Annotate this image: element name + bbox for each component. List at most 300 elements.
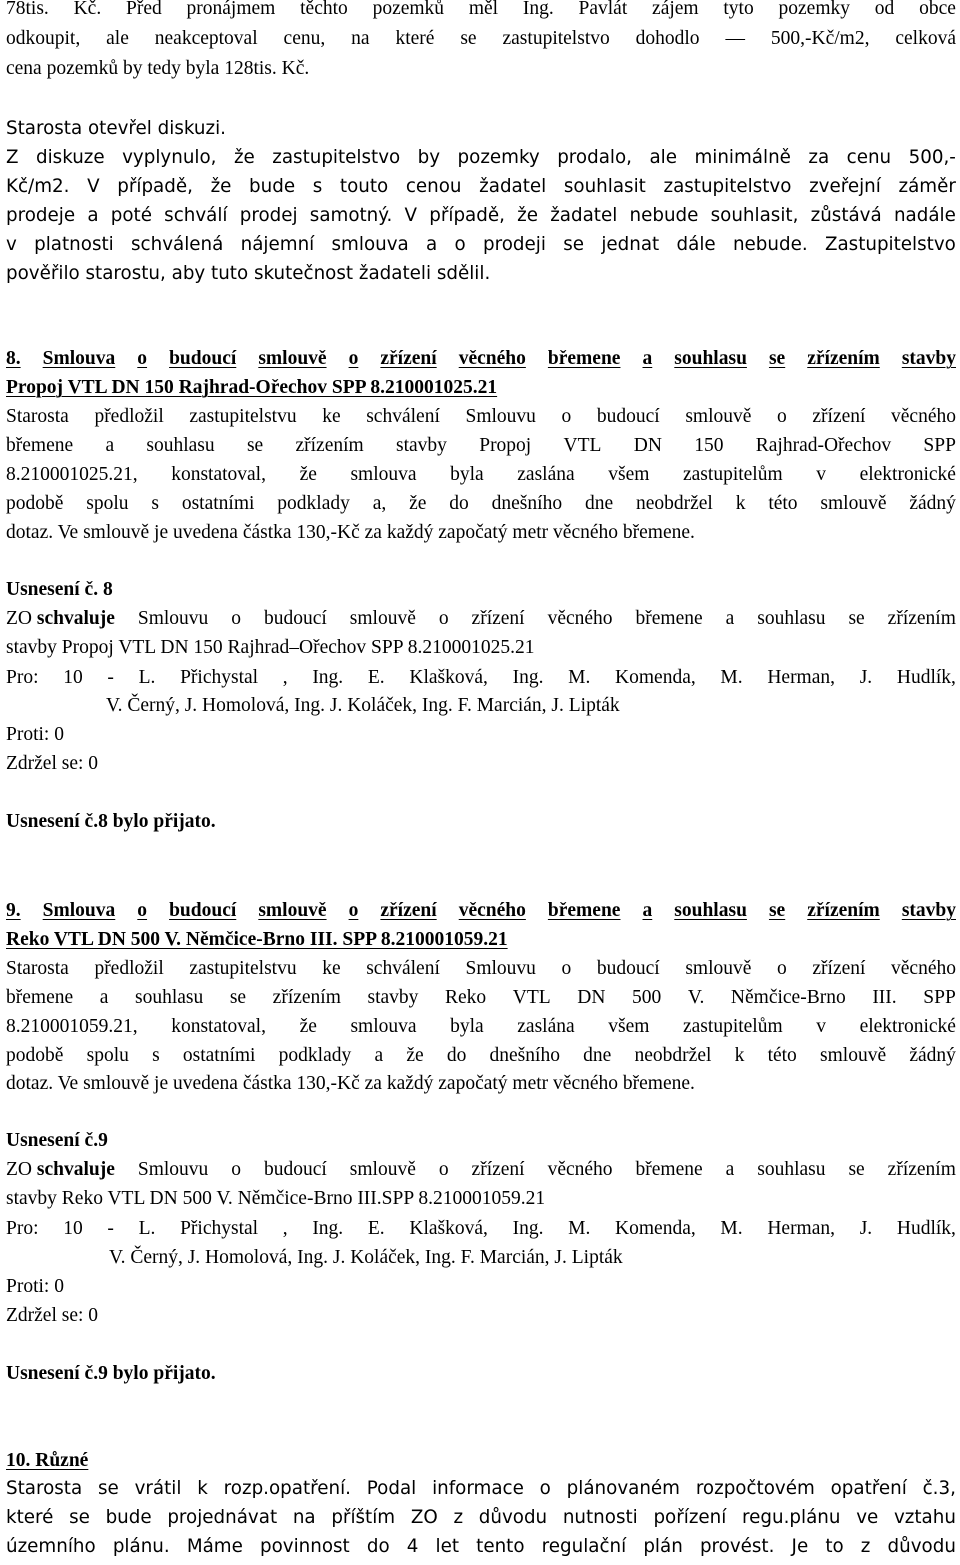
word: a [87, 205, 99, 226]
word: Je [791, 1536, 809, 1557]
word: provést. [699, 1536, 775, 1557]
item8-resolution-verb: schvaluje [36, 608, 115, 629]
word: žádný [909, 1045, 956, 1066]
word: projednávat [167, 1507, 278, 1528]
word: zájem [652, 0, 699, 19]
item9-heading-line-1 [6, 896, 956, 926]
item9-resolution-verb: schvaluje [36, 1159, 115, 1180]
word: všem [608, 1016, 650, 1037]
word: 500 [632, 987, 662, 1008]
item9-resolution-prefix: ZO [6, 1159, 32, 1180]
item9-vote-zdrzel: Zdržel se: 0 [6, 1305, 99, 1326]
word: zaslána [517, 464, 575, 485]
word: budoucí [263, 608, 327, 629]
word: zastupitelstvo [663, 176, 792, 197]
word: cenu, [283, 28, 326, 49]
word: vrátil [134, 1478, 182, 1499]
word: smlouva [350, 1016, 417, 1037]
item9-result: Usnesení č.9 bylo přijato. [6, 1363, 216, 1384]
item9-resolution-line-2: stavby Reko VTL DN 500 V. Němčice-Brno III.SPP 8.210001059.21 [6, 1188, 546, 1209]
word: Máme [186, 1536, 243, 1557]
item8-body-line-1 [6, 402, 956, 432]
word: žádný [909, 493, 956, 514]
word: se [768, 900, 786, 921]
item8-resolution-title: Usnesení č. 8 [6, 579, 113, 600]
word: Ing. [512, 667, 544, 688]
word: zřízení [812, 958, 866, 979]
word: Pro: [6, 667, 39, 688]
word: této [768, 493, 798, 514]
item10-heading: 10. Různé [6, 1450, 89, 1471]
word: břemene [6, 987, 74, 1008]
word: , [282, 667, 288, 688]
word: o [348, 900, 359, 921]
word: schválí [164, 205, 228, 226]
item8-body-line-2 [6, 431, 956, 461]
word: rozp.opatření. [223, 1478, 351, 1499]
word: Herman, [767, 1218, 836, 1239]
word: smlouvě [685, 958, 752, 979]
word: Starosta [6, 406, 69, 427]
intro-line-2 [6, 24, 956, 54]
word: břemene [547, 348, 621, 369]
word: ke [322, 958, 341, 979]
item10-line-3 [6, 1532, 956, 1562]
word: do [446, 1045, 467, 1066]
word: podklady [277, 493, 350, 514]
word: břemene [635, 1159, 703, 1180]
word: 8. [6, 348, 21, 369]
item8-vote-pro-line-2: V. Černý, J. Homolová, Ing. J. Koláček, Ing. F. Marcián, J. Lipták [106, 695, 620, 716]
word: zastupitelům [683, 1016, 783, 1037]
word: V. [687, 987, 705, 1008]
word: se [848, 1159, 865, 1180]
item10-line-2 [6, 1503, 956, 1533]
word: případě, [429, 205, 505, 226]
word: plánovaném [566, 1478, 680, 1499]
word: že [210, 176, 232, 197]
word: minimálně [694, 147, 791, 168]
word: zastupitelům [683, 464, 783, 485]
word: M. [568, 667, 591, 688]
word: s [151, 493, 159, 514]
word: E. [367, 667, 385, 688]
word: M. [568, 1218, 591, 1239]
word: smlouvě [258, 900, 327, 921]
word: L. [138, 1218, 156, 1239]
word: o [231, 608, 241, 629]
word: plán [643, 1536, 683, 1557]
word: 9. [6, 900, 21, 921]
word: do [449, 493, 469, 514]
word: na [292, 1507, 316, 1528]
word: a [725, 1159, 735, 1180]
word: DN [577, 987, 606, 1008]
word: Komenda, [615, 1218, 696, 1239]
word: příštím [331, 1507, 396, 1528]
word: ale [106, 28, 129, 49]
word: že [299, 1016, 317, 1037]
word: o [777, 958, 787, 979]
word: zaslána [517, 1016, 575, 1037]
word: Smlouva [42, 348, 116, 369]
word: SPP [923, 435, 956, 456]
discussion-line-4 [6, 230, 956, 260]
discussion-opening: Starosta otevřel diskuzi. [6, 118, 226, 139]
word: č.3, [922, 1478, 956, 1499]
word: věcného [891, 958, 956, 979]
word: 10 [63, 667, 83, 688]
word: J. [859, 1218, 873, 1239]
word: věcného [547, 1159, 613, 1180]
word: neobdržel [634, 1045, 712, 1066]
word: stavby [396, 435, 447, 456]
word: k [735, 493, 746, 514]
word: smlouvě [349, 608, 416, 629]
word: bude [249, 176, 296, 197]
word: schválení [366, 958, 440, 979]
word: Hudlík, [896, 1218, 956, 1239]
word: E. [367, 1218, 385, 1239]
word: Zastupitelstvo [824, 234, 956, 255]
word: byla [450, 464, 484, 485]
word: zřízení [380, 348, 437, 369]
word: se [460, 28, 477, 49]
word: budoucí [596, 958, 660, 979]
word: v [816, 1016, 826, 1037]
item9-heading-line-2: Reko VTL DN 500 V. Němčice-Brno III. SPP 8.210001059.21 [6, 929, 508, 950]
word: Starosta [6, 1478, 83, 1499]
word: zřízením [807, 348, 880, 369]
word: opatření [830, 1478, 907, 1499]
word: pozemků [372, 0, 445, 19]
word: SPP [923, 987, 956, 1008]
word: Z [6, 147, 19, 168]
word: k [734, 1045, 745, 1066]
word: že [406, 1045, 424, 1066]
item8-resolution-line-2: stavby Propoj VTL DN 150 Rajhrad–Ořechov SPP 8.210001025.21 [6, 637, 535, 658]
word: regulační [541, 1536, 627, 1557]
word: o [231, 1159, 241, 1180]
word: Ing. [522, 0, 554, 19]
word: , [282, 1218, 288, 1239]
discussion-line-1 [6, 143, 956, 173]
word: budoucí [169, 348, 237, 369]
word: žadatel [550, 205, 618, 226]
word: V [87, 176, 100, 197]
word: informace [432, 1478, 524, 1499]
word: smlouvě [685, 406, 752, 427]
word: o [137, 348, 148, 369]
word: povinnost [259, 1536, 350, 1557]
word: věcného [458, 348, 526, 369]
word: smlouvě [820, 493, 887, 514]
word: ke [322, 406, 341, 427]
word: smlouvě [258, 348, 327, 369]
word: zůstává [810, 205, 882, 226]
word: obce [919, 0, 956, 19]
word: konstatoval, [171, 464, 266, 485]
word: Ing. [312, 1218, 344, 1239]
word: na [351, 28, 370, 49]
word: těchto [300, 0, 348, 19]
word: dohodlo [635, 28, 700, 49]
item8-heading-line-2: Propoj VTL DN 150 Rajhrad-Ořechov SPP 8.210001025.21 [6, 377, 498, 398]
word: Pavlát [578, 0, 628, 19]
word: Smlouvu [465, 958, 536, 979]
word: s [312, 176, 323, 197]
word: nebude [629, 205, 699, 226]
word: 10 [63, 1218, 83, 1239]
word: souhlasit [563, 176, 646, 197]
item9-resolution-title: Usnesení č.9 [6, 1130, 108, 1151]
word: nadále [893, 205, 956, 226]
word: za [808, 147, 830, 168]
word: 500,- [908, 147, 956, 168]
word: pozemky [457, 147, 540, 168]
word: schválení [366, 406, 440, 427]
word: bude [105, 1507, 152, 1528]
word: souhlasu [134, 987, 204, 1008]
word: které [6, 1507, 54, 1528]
word: a [105, 435, 115, 456]
word: Smlouva [42, 900, 116, 921]
word: 500,-Kč/m2, [770, 28, 870, 49]
word: o [561, 406, 572, 427]
word: Komenda, [615, 667, 696, 688]
word: byla [450, 1016, 484, 1037]
item8-heading-line-1 [6, 344, 956, 374]
word: Rajhrad-Ořechov [755, 435, 892, 456]
word: které [395, 28, 435, 49]
word: a, [372, 493, 387, 514]
word: budoucí [169, 900, 237, 921]
word: 4 [406, 1536, 419, 1557]
word: 78tis. [6, 0, 49, 19]
word: zřízením [887, 608, 956, 629]
word: Klašková, [409, 667, 488, 688]
word: Smlouvu [465, 406, 536, 427]
item8-body-line-5: dotaz. Ve smlouvě je uvedena částka 130,-Kč za každý započatý metr věcného břemene. [6, 522, 695, 543]
word: poté [110, 205, 152, 226]
word: III. [872, 987, 897, 1008]
word: že [517, 205, 538, 226]
word: zřízením [295, 435, 364, 456]
word: stavby [901, 900, 956, 921]
word: zřízení [380, 900, 437, 921]
word: všem [608, 464, 650, 485]
word: Klašková, [409, 1218, 488, 1239]
word: Ing. [512, 1218, 544, 1239]
word: cenou [405, 176, 462, 197]
word: zastupitelstvo [272, 147, 401, 168]
word: z [860, 1536, 871, 1557]
word: a [642, 900, 653, 921]
item9-resolution-line-1 [6, 1155, 956, 1185]
word: konstatoval, [171, 1016, 266, 1037]
word: Starosta [6, 958, 69, 979]
word: jednat [601, 234, 660, 255]
word: a [725, 608, 735, 629]
word: do [366, 1536, 390, 1557]
word: podobě [6, 493, 64, 514]
word: dne [584, 493, 614, 514]
word: smlouva [350, 464, 417, 485]
word: nebude. [732, 234, 808, 255]
word: tyto [723, 0, 754, 19]
word: DN [633, 435, 662, 456]
word: že [299, 464, 317, 485]
word: z [453, 1507, 464, 1528]
word: důvodu [478, 1507, 548, 1528]
word: let [435, 1536, 460, 1557]
word: záměr [898, 176, 956, 197]
word: cenu [846, 147, 892, 168]
word: o [454, 234, 466, 255]
word: Hudlík, [896, 667, 956, 688]
word: stavby [901, 348, 956, 369]
word: Kč. [73, 0, 102, 19]
word: a [99, 987, 109, 1008]
word: o [438, 608, 449, 629]
item9-vote-proti: Proti: 0 [6, 1276, 64, 1297]
word: prodej [239, 205, 298, 226]
word: nutnosti [562, 1507, 638, 1528]
word: o [777, 406, 787, 427]
word: zastupitelstvu [189, 958, 297, 979]
word: prodeje [6, 205, 76, 226]
word: o [137, 900, 148, 921]
word: spolu [86, 1045, 129, 1066]
item8-resolution-line-1 [6, 604, 956, 634]
word: podobě [6, 1045, 64, 1066]
word: věcného [891, 406, 956, 427]
word: Ing. [312, 667, 344, 688]
item10-line-1 [6, 1474, 956, 1504]
word: - [107, 1218, 114, 1239]
word: diskuze [35, 147, 105, 168]
word: dále [676, 234, 716, 255]
word: zřízení [471, 1159, 525, 1180]
word: že [233, 147, 255, 168]
word: smlouva [331, 234, 409, 255]
word: zřízením [807, 900, 880, 921]
word: souhlasu [674, 900, 747, 921]
word: se [563, 234, 585, 255]
word: 8.210001059.21, [6, 1016, 138, 1037]
word: ZO [410, 1507, 438, 1528]
word: elektronické [859, 464, 956, 485]
word: budoucí [596, 406, 660, 427]
word: se [229, 987, 247, 1008]
word: a [426, 234, 438, 255]
word: Reko [445, 987, 487, 1008]
word: — [725, 28, 745, 49]
discussion-line-3 [6, 201, 956, 231]
item9-body-line-1 [6, 954, 956, 984]
intro-line-3: cena pozemků by tedy byla 128tis. Kč. [6, 58, 310, 79]
word: pořízení [653, 1507, 727, 1528]
word: Herman, [767, 667, 836, 688]
word: souhlasit, [710, 205, 799, 226]
item9-body-line-5: dotaz. Ve smlouvě je uvedena částka 130,-Kč za každý započatý metr věcného břemene. [6, 1073, 695, 1094]
word: elektronické [859, 1016, 956, 1037]
word: celková [895, 28, 956, 49]
word: by [417, 147, 441, 168]
word: vyplynulo, [122, 147, 217, 168]
word: M. [720, 1218, 743, 1239]
word: ostatními [182, 1045, 256, 1066]
word: podklady [278, 1045, 352, 1066]
word: od [874, 0, 895, 19]
word: se [768, 348, 786, 369]
item8-body-line-4 [6, 489, 956, 519]
word: souhlasu [757, 1159, 826, 1180]
word: tento [476, 1536, 525, 1557]
word: VTL [512, 987, 551, 1008]
word: spolu [86, 493, 129, 514]
word: měl [468, 0, 499, 19]
word: zřízením [887, 1159, 956, 1180]
word: vztahu [893, 1507, 956, 1528]
word: neakceptoval [154, 28, 258, 49]
item8-vote-pro-line-1 [6, 663, 956, 693]
word: dnešního [489, 1045, 560, 1066]
word: se [69, 1507, 90, 1528]
word: dnešního [491, 493, 563, 514]
word: k [197, 1478, 208, 1499]
word: této [767, 1045, 797, 1066]
item9-body-line-2 [6, 983, 956, 1013]
word: odkoupit, [6, 28, 81, 49]
word: smlouvě [349, 1159, 416, 1180]
item8-vote-zdrzel: Zdržel se: 0 [6, 753, 99, 774]
word: schválená [131, 234, 224, 255]
item8-resolution-prefix: ZO [6, 608, 32, 629]
word: zastupitelstvu [189, 406, 297, 427]
word: případě, [117, 176, 193, 197]
word: v [816, 464, 826, 485]
word: stavby [367, 987, 419, 1008]
word: smlouvě [820, 1045, 887, 1066]
word: se [848, 608, 865, 629]
word: Přichystal [180, 1218, 259, 1239]
word: Smlouvu [137, 1159, 209, 1180]
word: prodeji [483, 234, 546, 255]
word: pozemky [778, 0, 850, 19]
word: zastupitelstvo [502, 28, 610, 49]
word: VTL [563, 435, 602, 456]
document-page [6, 0, 956, 1565]
item8-result: Usnesení č.8 bylo přijato. [6, 811, 216, 832]
word: Před [126, 0, 162, 19]
word: 150 [694, 435, 724, 456]
word: souhlasu [757, 608, 826, 629]
item8-vote-proti: Proti: 0 [6, 724, 64, 745]
word: Podal [366, 1478, 417, 1499]
word: budoucí [263, 1159, 327, 1180]
word: M. [720, 667, 743, 688]
word: prodalo, [557, 147, 632, 168]
discussion-line-5: pověřilo starostu, aby tuto skutečnost žadateli sdělil. [6, 263, 491, 284]
word: plánu. [112, 1536, 170, 1557]
word: samotný. [309, 205, 393, 226]
word: - [107, 667, 114, 688]
word: předložil [94, 406, 164, 427]
word: s [152, 1045, 160, 1066]
word: J. [859, 667, 873, 688]
word: o [348, 348, 359, 369]
